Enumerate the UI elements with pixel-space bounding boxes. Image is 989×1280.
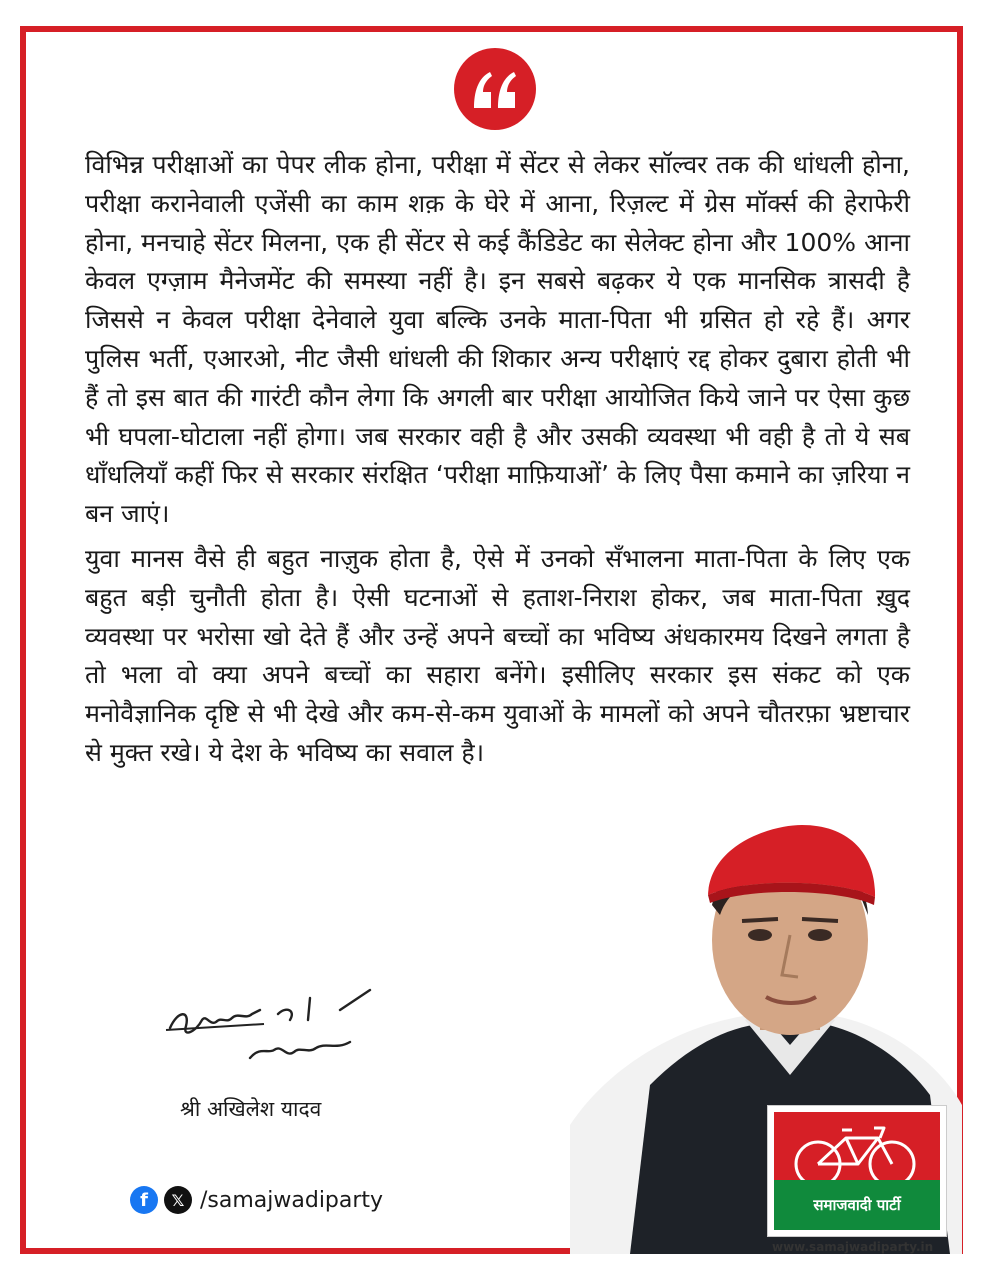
social-handle[interactable]: /samajwadiparty xyxy=(200,1187,384,1213)
x-icon[interactable]: 𝕏 xyxy=(164,1186,192,1214)
logo-text: समाजवादी पार्टी xyxy=(774,1180,940,1230)
paragraph-2: युवा मानस वैसे ही बहुत नाज़ुक होता है, ऐसे में उनको सँभालना माता-पिता के लिए एक बहुत बड़ी चुनौती होता है। ऐसी घटनाओं से हताश-निराश होकर, जब माता-पिता ख़ुद व्यवस्था पर भरोसा खो देते हैं और उन्हें अपने बच्चों का भविष्य अंधकारमय दिखने लगता है तो भला वो क्या अपने बच्चों का सहारा बनेंगे। इसीलिए सरकार इस संकट को एक मनोवैज्ञानिक दृष्टि से भी देखे और कम-से-कम युवाओं के मामलों को अपने चौतरफ़ा भ्रष्टाचार से मुक्त रखे। ये देश के भविष्य का सवाल है। xyxy=(85,543,910,767)
website-link[interactable]: www.samajwadiparty.in xyxy=(772,1240,934,1254)
quote-icon xyxy=(454,48,536,130)
statement-text xyxy=(85,146,910,779)
signer-name: श्री अखिलेश यादव xyxy=(180,1097,322,1121)
facebook-icon[interactable]: f xyxy=(130,1186,158,1214)
signature-image xyxy=(160,980,390,1080)
party-logo xyxy=(768,1106,946,1236)
paragraph-1: विभिन्न परीक्षाओं का पेपर लीक होना, परीक्षा में सेंटर से लेकर सॉल्वर तक की धांधली होना, परीक्षा करानेवाली एजेंसी का काम शक़ के घेरे में आना, रिज़ल्ट में ग्रेस मॉर्क्स की हेराफेरी होना, मनचाहे सेंटर मिलना, एक ही सेंटर से कई कैंडिडेट का सेलेक्ट होना और 100% आना केवल एग्ज़ाम मैनेजमेंट की समस्या नहीं है। इन सबसे बढ़कर ये एक मानसिक त्रासदी है जिससे न केवल परीक्षा देनेवाले युवा बल्कि उनके माता-पिता भी ग्रसित हो रहे हैं। अगर पुलिस भर्ती, एआरओ, नीट जैसी धांधली की शिकार अन्य परीक्षाएं रद्द होकर दुबारा होती भी हैं तो इस बात की गारंटी कौन लेगा कि अगली बार परीक्षा आयोजित किये जाने पर ऐसा कुछ भी घपला-घोटाला नहीं होगा। जब सरकार वही है और उसकी व्यवस्था भी वही है तो ये सब धाँधलियाँ कहीं फिर से सरकार संरक्षित ‘परीक्षा माफ़ियाओं’ के लिए पैसा कमाने का ज़रिया न बन जाएं। xyxy=(85,150,910,529)
social-links xyxy=(130,1186,383,1214)
